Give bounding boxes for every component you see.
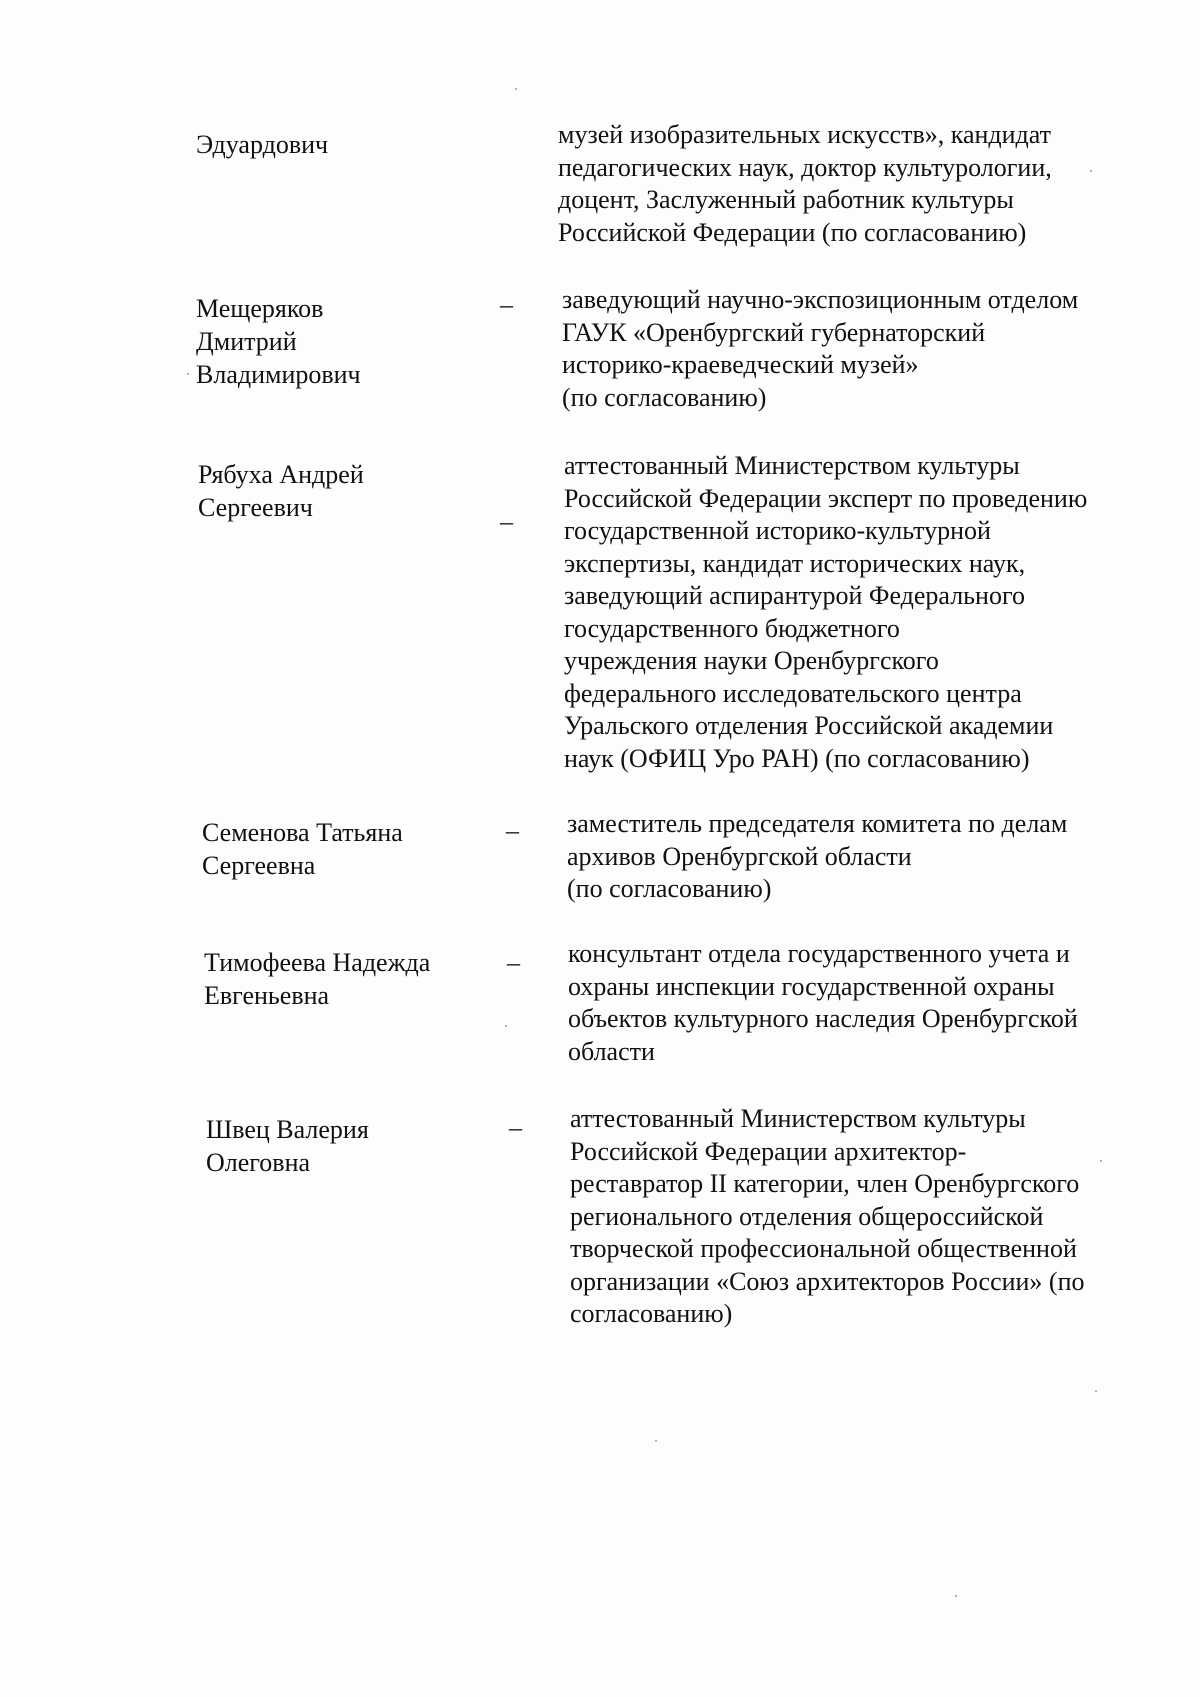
member-dash: – bbox=[500, 290, 513, 319]
member-description: аттестованный Министерством культуры Российской Федерации архитектор- реставратор II категории, член Оренбургского регионального отделения общероссийской творческой профессиональной общественной организации «Союз архитекторов России» (по согласованию) bbox=[570, 1104, 1085, 1328]
member-name: Семенова Татьяна Сергеевна bbox=[202, 818, 403, 880]
member-name: Тимофеева Надежда Евгеньевна bbox=[204, 948, 431, 1010]
scan-speck bbox=[1095, 1390, 1097, 1392]
member-description: консультант отдела государственного учета и охраны инспекции государственной охраны объектов культурного наследия Оренбургской области bbox=[568, 939, 1078, 1066]
member-description: аттестованный Министерством культуры Российской Федерации эксперт по проведению государственной историко-культурной экспертизы, кандидат исторических наук, заведующий аспирантурой Федерального государственного бюджетного учреждения науки Оренбургского федерального исследовательского центра Уральского отделения Российской академии наук (ОФИЦ Уро РАН) (по согласованию) bbox=[564, 451, 1088, 773]
member-name: Швец Валерия Олеговна bbox=[206, 1115, 369, 1177]
member-description: заместитель председателя комитета по делам архивов Оренбургской области (по согласованию) bbox=[567, 809, 1068, 903]
member-name: Эдуардович bbox=[196, 130, 329, 159]
scan-speck bbox=[655, 1440, 657, 1442]
scan-speck bbox=[955, 1595, 957, 1597]
member-dash: – bbox=[507, 948, 520, 977]
member-dash: – bbox=[500, 507, 513, 536]
member-name: Мещеряков Дмитрий Владимирович bbox=[196, 294, 361, 389]
scan-speck bbox=[515, 88, 517, 90]
scan-speck bbox=[505, 1025, 507, 1027]
member-dash: – bbox=[509, 1113, 522, 1142]
member-name: Рябуха Андрей Сергеевич bbox=[198, 460, 364, 522]
member-description: заведующий научно-экспозиционным отделом ГАУК «Оренбургский губернаторский историко-краеведческий музей» (по согласованию) bbox=[562, 285, 1079, 412]
member-description: музей изобразительных искусств», кандидат педагогических наук, доктор культурологии, доцент, Заслуженный работник культуры Российской Федерации (по согласованию) bbox=[558, 120, 1052, 247]
scan-speck bbox=[187, 373, 189, 375]
member-dash: – bbox=[506, 816, 519, 845]
